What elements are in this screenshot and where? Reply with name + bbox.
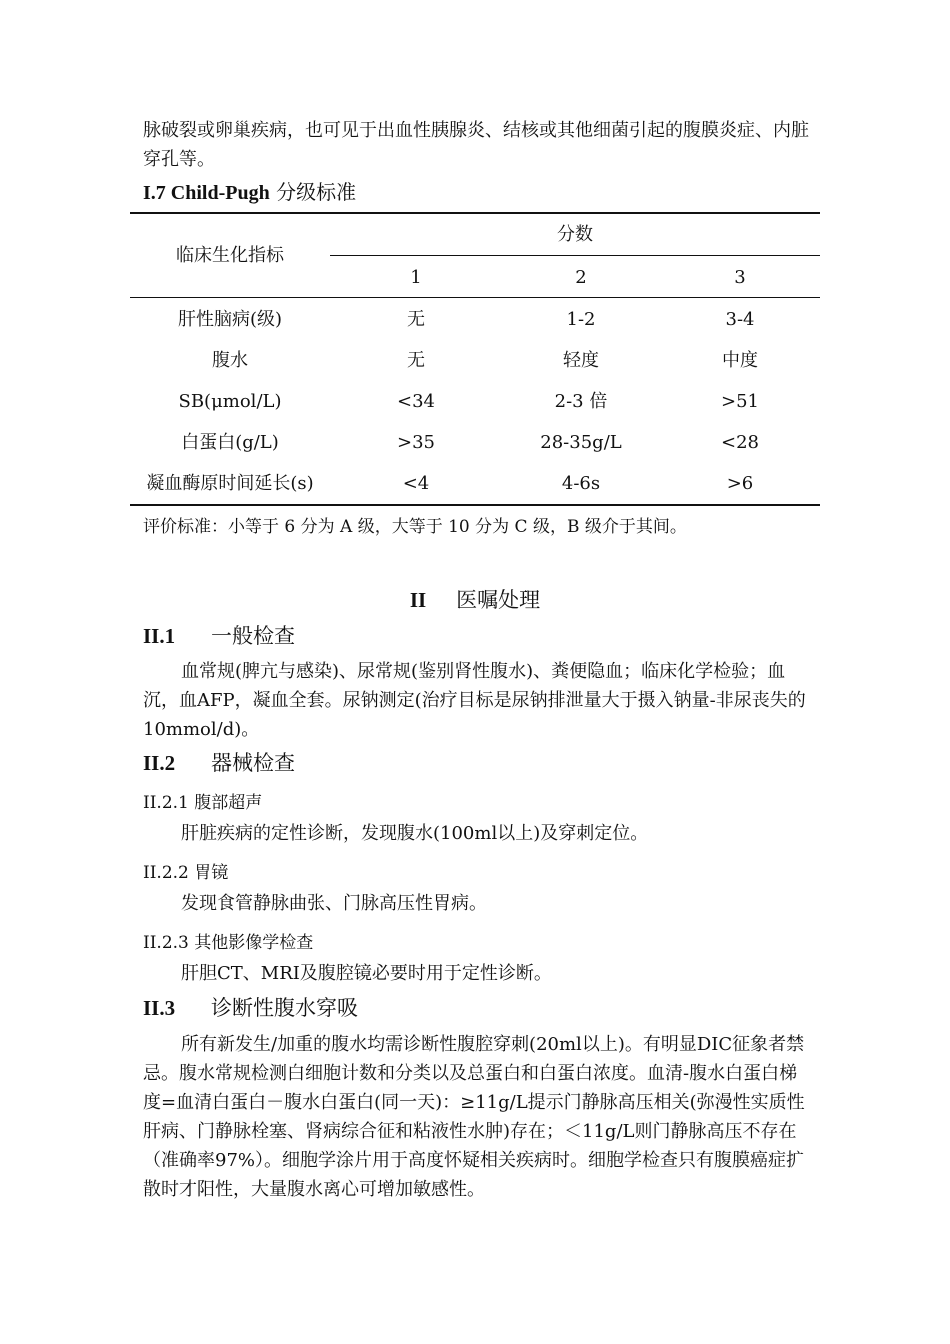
intro-paragraph: 脉破裂或卵巢疾病，也可见于出血性胰腺炎、结核或其他细菌引起的腹膜炎症、内脏穿孔等。 — [143, 120, 809, 170]
subsection-body: 肝脏疾病的定性诊断，发现腹水(100ml以上)及穿刺定位。 — [181, 823, 649, 844]
table-header-rule — [130, 297, 820, 298]
chapter-title: 医嘱处理 — [456, 588, 541, 612]
score-col-1: 1 — [410, 267, 422, 288]
chapter-number: II — [409, 588, 427, 612]
section-title: 诊断性腹水穿吸 — [211, 996, 358, 1020]
header-score: 分数 — [557, 224, 593, 245]
subsection-heading: II.2.1 腹部超声 — [143, 793, 263, 813]
section-body: 所有新发生/加重的腹水均需诊断性腹腔穿刺(20ml以上)。有明显DIC征象者禁忌。腹水常规检测白细胞计数和分类以及总蛋白和白蛋白浓度。血清-腹水白蛋白梯度=血清白蛋白－腹水白蛋白(同一天)：≥11g/L提示门静脉高压相关(弥漫性实质性肝病、门静脉栓塞、肾病综合征和粘液性水肿)存在；＜11g/L则门静脉高压不存在（准确率97%）。细胞学涂片用于高度怀疑相关疾病时。细胞学检查只有腹膜癌症扩散时才阳性，大量腹水离心可增加敏感性。 — [143, 1034, 805, 1200]
table-score-rule — [330, 255, 820, 256]
chapter-heading — [0, 584, 950, 614]
section-heading — [143, 992, 358, 1022]
score-col-2: 2 — [575, 267, 587, 288]
section-number: II.2 — [143, 751, 176, 775]
row-score-2: 1-2 — [566, 309, 596, 330]
score-col-3: 3 — [734, 267, 746, 288]
row-score-2: 28-35g/L — [540, 432, 622, 453]
section-title: 一般检查 — [211, 624, 295, 648]
row-label: SB(μmol/L) — [178, 391, 282, 412]
row-score-3: <28 — [721, 432, 759, 453]
row-score-1: 无 — [407, 350, 425, 371]
row-score-3: >6 — [726, 473, 754, 494]
row-score-3: 3-4 — [725, 309, 755, 330]
row-score-1: <4 — [402, 473, 430, 494]
subsection-heading: II.2.3 其他影像学检查 — [143, 933, 314, 953]
row-score-3: 中度 — [722, 350, 758, 371]
row-score-2: 4-6s — [561, 473, 601, 494]
evaluation-note: 评价标准：小等于 6 分为 A 级，大等于 10 分为 C 级，B 级介于其间。 — [143, 517, 687, 537]
subsection-body: 发现食管静脉曲张、门脉高压性胃病。 — [181, 893, 487, 914]
row-score-1: >35 — [397, 432, 435, 453]
child-pugh-table — [130, 212, 820, 506]
section-body: 血常规(脾亢与感染)、尿常规(鉴别肾性腹水)、粪便隐血；临床化学检验；血沉，血AFP，凝血全套。尿钠测定(治疗目标是尿钠排泄量大于摄入钠量-非尿丧失的10mmol/d)。 — [143, 661, 806, 740]
section-number: II.3 — [143, 996, 176, 1020]
section-number: II.1 — [143, 624, 176, 648]
row-score-3: >51 — [721, 391, 759, 412]
row-label: 白蛋白(g/L) — [181, 432, 279, 453]
table-top-rule — [130, 212, 820, 214]
row-score-2: 轻度 — [563, 350, 599, 371]
row-score-1: 无 — [407, 309, 425, 330]
table-section-heading — [143, 176, 356, 205]
row-label: 肝性脑病(级) — [177, 309, 283, 330]
table-section-number: I.7 Child-Pugh — [143, 182, 270, 204]
subsection-body: 肝胆CT、MRI及腹腔镜必要时用于定性诊断。 — [181, 963, 552, 984]
section-title: 器械检查 — [211, 751, 295, 775]
table-bottom-rule — [130, 504, 820, 506]
section-heading — [143, 620, 295, 650]
table-section-title: 分级标准 — [276, 180, 357, 204]
header-indicator: 临床生化指标 — [176, 245, 284, 266]
row-score-2: 2-3 倍 — [554, 391, 608, 412]
row-score-1: <34 — [397, 391, 435, 412]
section-heading — [143, 747, 295, 777]
row-label: 腹水 — [212, 350, 248, 371]
row-label: 凝血酶原时间延长(s) — [146, 473, 314, 494]
subsection-heading: II.2.2 胃镜 — [143, 863, 229, 883]
